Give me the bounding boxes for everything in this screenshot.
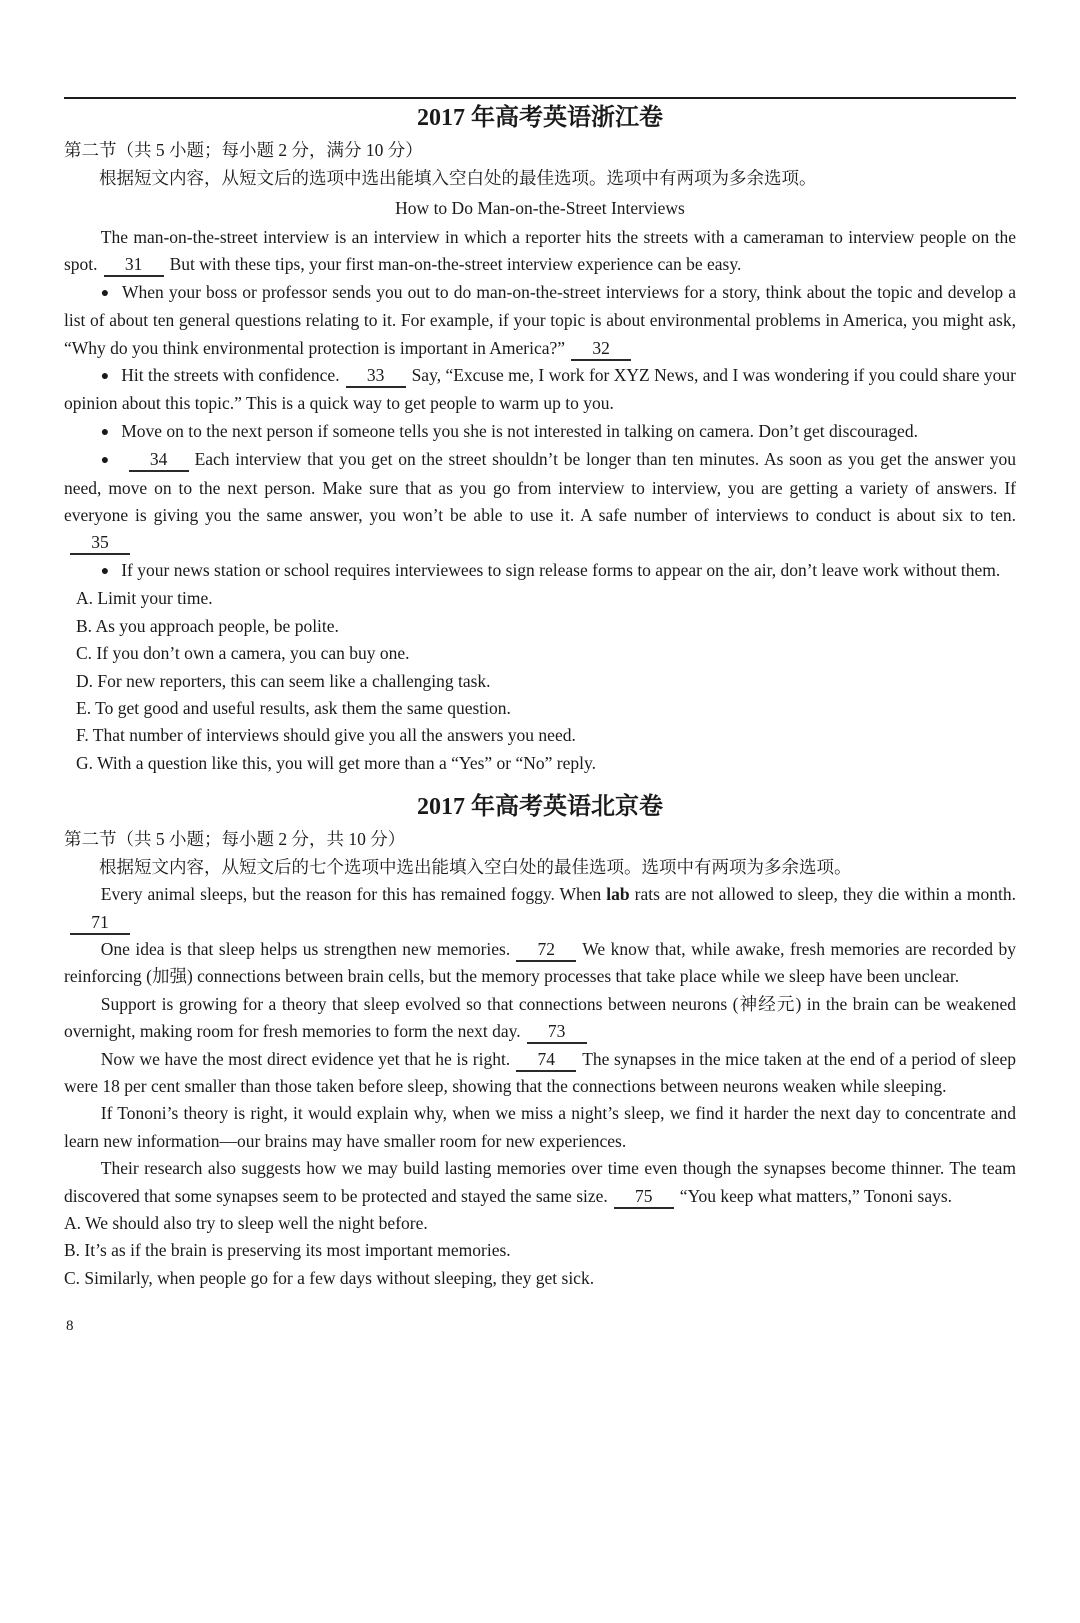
text-run: Every animal sleeps, but the reason for this has remained foggy. When <box>100 884 607 905</box>
zhejiang-options-list <box>64 585 1016 777</box>
blank-33: 33 <box>346 365 406 388</box>
blank-75: 75 <box>614 1186 674 1209</box>
paragraph <box>64 557 1016 585</box>
zhejiang-passage-body <box>64 224 1016 585</box>
bullet-icon: ● <box>100 563 110 579</box>
blank-32: 32 <box>571 338 631 361</box>
zhejiang-instruction: 根据短文内容，从短文后的选项中选出能填入空白处的最佳选项。选项中有两项为多余选项。 <box>99 168 817 188</box>
text-run: Their research also suggests how we may build lasting memories over time even though the synapses become thinner. The team discovered that some synapses seem to be protected and stayed the same size. <box>64 1158 1016 1206</box>
text-run: Each interview that you get on the street shouldn’t be longer than ten minutes. As soon as you get the answer you need, move on to the next person. Make sure that as you go from interview to interview, you are getting a variety of answers. If everyone is giving you the same answer, you won’t be able to use it. A safe number of interviews to conduct is about six to ten. <box>64 449 1016 526</box>
text-run: If your news station or school requires interviewees to sign release forms to appear on the air, don’t leave work without them. <box>121 559 1001 580</box>
blank-31: 31 <box>104 254 164 277</box>
section-beijing <box>64 791 1016 1292</box>
exam-page <box>0 97 1080 1336</box>
paragraph <box>64 936 1016 991</box>
paragraph <box>64 1100 1016 1155</box>
option-item: B. It’s as if the brain is preserving its most important memories. <box>64 1240 511 1261</box>
text-run: Say, “Excuse me, I work for XYZ News, and I was wondering if you could share your opinion about this topic.” This is a quick way to get people to warm up to you. <box>64 365 1016 414</box>
option-item: G. With a question like this, you will get more than a “Yes” or “No” reply. <box>76 752 596 773</box>
text-run: Move on to the next person if someone tells you she is not interested in talking on camera. Don’t get discouraged. <box>121 420 918 441</box>
text-run: Support is growing for a theory that sleep evolved so that connections between neurons (神经元) in the brain can be weakened overnight, making room for fresh memories to form the next day. <box>64 993 1016 1042</box>
option-item: B. As you approach people, be polite. <box>76 615 339 636</box>
section-zhejiang <box>64 102 1016 777</box>
option-item: F. That number of interviews should give you all the answers you need. <box>76 725 576 746</box>
option-item: D. For new reporters, this can seem like a challenging task. <box>76 670 491 691</box>
header-divider <box>64 97 1016 99</box>
blank-71: 71 <box>70 912 130 935</box>
zhejiang-section-info: 第二节（共 5 小题；每小题 2 分，满分 10 分） <box>64 140 423 160</box>
option-item: C. Similarly, when people go for a few days without sleeping, they get sick. <box>64 1267 595 1288</box>
option-item: A. Limit your time. <box>76 588 213 609</box>
text-run: We know that, while awake, fresh memories are recorded by reinforcing (加强) connections between brain cells, but the memory processes that take place while we sleep have been unclear. <box>64 938 1016 987</box>
paragraph <box>64 279 1016 362</box>
text-run: Now we have the most direct evidence yet that he is right. <box>100 1048 511 1069</box>
option-item: A. We should also try to sleep well the night before. <box>64 1213 428 1233</box>
blank-34: 34 <box>129 449 189 472</box>
option-item: C. If you don’t own a camera, you can buy one. <box>76 643 410 664</box>
bullet-icon: ● <box>100 369 110 385</box>
beijing-exam-title: 2017 年高考英语北京卷 <box>417 794 663 821</box>
text-run: When your boss or professor sends you out to do man-on-the-street interviews for a story, think about the topic and develop a list of about ten general questions relating to it. For example, if your topic is about environmental problems in America, you might ask, “Why do you think environmental protection is important in America?” <box>64 281 1016 358</box>
beijing-options-list <box>64 1210 1016 1292</box>
text-run: One idea is that sleep helps us strengthen new memories. <box>100 938 511 959</box>
paragraph <box>64 362 1016 418</box>
option-item: E. To get good and useful results, ask them the same question. <box>76 697 511 718</box>
bullet-icon: ● <box>100 424 110 440</box>
text-run: The synapses in the mice taken at the end of a period of sleep were 18 per cent smaller than those taken before sleep, showing that the connections between neurons weaken while sleeping. <box>64 1048 1016 1096</box>
paragraph <box>64 224 1016 279</box>
text-run: But with these tips, your first man-on-the-street interview experience can be easy. <box>169 254 742 275</box>
page-number: 8 <box>66 1318 74 1335</box>
bullet-icon: ● <box>100 285 110 301</box>
text-run: rats are not allowed to sleep, they die within a month. <box>629 884 1016 905</box>
bullet-icon: ● <box>100 453 111 469</box>
blank-74: 74 <box>516 1049 576 1072</box>
paragraph <box>64 991 1016 1046</box>
blank-73: 73 <box>527 1021 587 1044</box>
text-run: The man-on-the-street interview is an interview in which a reporter hits the streets with a cameraman to interview people on the spot. <box>64 227 1016 275</box>
text-run: “You keep what matters,” Tononi says. <box>679 1185 953 1206</box>
paragraph <box>64 881 1016 936</box>
beijing-section-info: 第二节（共 5 小题；每小题 2 分，共 10 分） <box>64 829 406 850</box>
text-run: Hit the streets with confidence. <box>121 365 340 386</box>
paragraph <box>64 418 1016 446</box>
paragraph <box>64 1046 1016 1101</box>
text-run: lab <box>606 884 630 905</box>
text-run: If Tononi’s theory is right, it would explain why, when we miss a night’s sleep, we find it harder the next day to concentrate and learn new information—our brains may have smaller room for new experiences. <box>64 1103 1016 1151</box>
paragraph <box>64 446 1016 557</box>
blank-72: 72 <box>516 939 576 962</box>
blank-35: 35 <box>70 532 130 555</box>
beijing-instruction: 根据短文内容，从短文后的七个选项中选出能填入空白处的最佳选项。选项中有两项为多余选项。 <box>99 857 852 878</box>
beijing-passage-body <box>64 881 1016 1210</box>
paragraph <box>64 1155 1016 1210</box>
zhejiang-exam-title: 2017 年高考英语浙江卷 <box>417 105 663 131</box>
zhejiang-passage-title: How to Do Man-on-the-Street Interviews <box>395 198 685 218</box>
